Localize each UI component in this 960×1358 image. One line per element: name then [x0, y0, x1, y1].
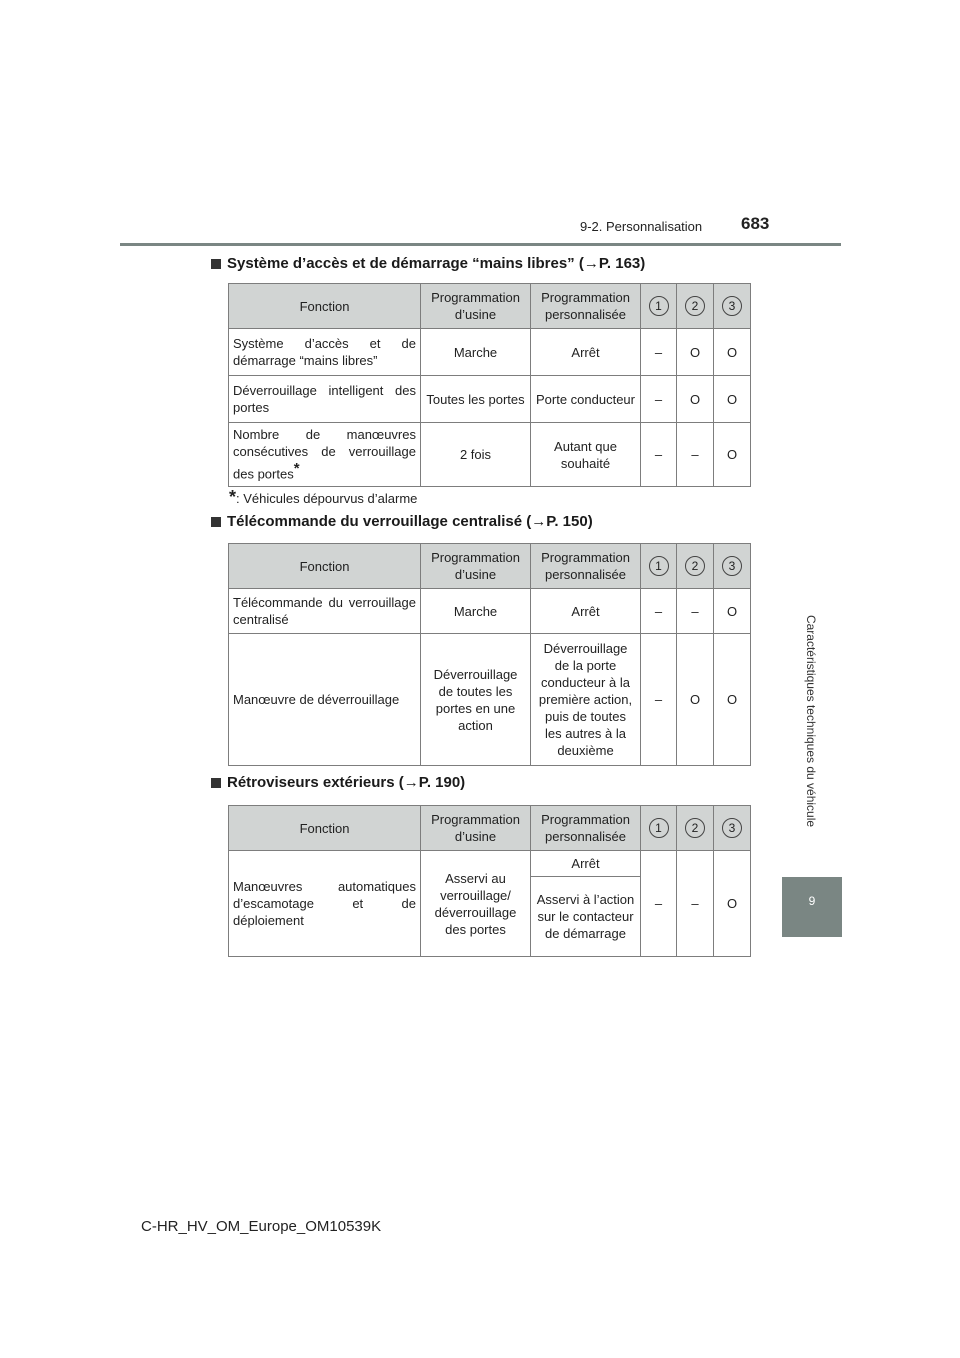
section-heading-keyless: [211, 255, 645, 272]
number-3-icon: 3: [722, 556, 742, 576]
cell-c2: O: [677, 376, 714, 423]
cell-fonction: [229, 423, 421, 487]
cell-fonction-text: Nombre de manœuvres consécutives de verrouillage des portes: [233, 427, 416, 482]
cell-fonction: Télécommande du verrouillage centralisé: [229, 589, 421, 634]
cell-c1: –: [641, 376, 677, 423]
table-row: [229, 376, 751, 423]
number-2-icon: 2: [685, 556, 705, 576]
cell-c1: –: [641, 589, 677, 634]
table-row: [229, 589, 751, 634]
cell-factory: Asservi au verrouillage/ déverrouillage des portes: [421, 851, 531, 957]
header-fonction: Fonction: [229, 806, 421, 851]
section-heading-remote: [211, 513, 593, 530]
table-mirrors: [228, 805, 751, 957]
cell-custom: Autant que souhaité: [531, 423, 641, 487]
document-code: C-HR_HV_OM_Europe_OM10539K: [141, 1218, 382, 1235]
header-custom: Programmation personnalisée: [531, 806, 641, 851]
header-section-title: 9-2. Personnalisation: [580, 219, 703, 234]
cell-fonction: Déverrouillage intelligent des portes: [229, 376, 421, 423]
table-keyless: [228, 283, 751, 487]
number-1-icon: 1: [649, 818, 669, 838]
section-bullet-icon: [211, 778, 221, 788]
footnote-mark: *: [293, 460, 300, 478]
header-factory: Programmation d’usine: [421, 284, 531, 329]
cell-c3: O: [714, 423, 751, 487]
cell-custom-option-1: Arrêt: [531, 851, 641, 877]
header-factory: Programmation d’usine: [421, 544, 531, 589]
number-1-icon: 1: [649, 296, 669, 316]
number-1-icon: 1: [649, 556, 669, 576]
cell-factory: Déverrouillage de toutes les portes en une action: [421, 634, 531, 766]
cell-fonction: Manœuvre de déverrouillage: [229, 634, 421, 766]
cell-c3: O: [714, 634, 751, 766]
cell-custom: Arrêt: [531, 329, 641, 376]
section-bullet-icon: [211, 517, 221, 527]
header-custom: Programmation personnalisée: [531, 544, 641, 589]
table-row: [229, 634, 751, 766]
section-bullet-icon: [211, 259, 221, 269]
cell-factory: Toutes les portes: [421, 376, 531, 423]
cell-c1: –: [641, 634, 677, 766]
cell-custom-option-2: Asservi à l’action sur le contacteur de démarrage: [531, 877, 641, 957]
cell-c2: –: [677, 851, 714, 957]
table-header-row: [229, 284, 751, 329]
table-header-row: [229, 806, 751, 851]
cell-fonction: Système d’accès et de démarrage “mains libres”: [229, 329, 421, 376]
cell-c3: O: [714, 376, 751, 423]
table-header-row: [229, 544, 751, 589]
cell-c2: O: [677, 634, 714, 766]
cell-custom: Arrêt: [531, 589, 641, 634]
cell-fonction: Manœuvres automatiques d’escamotage et de déploiement: [229, 851, 421, 957]
cell-c1: –: [641, 329, 677, 376]
cell-custom: Déverrouillage de la porte conducteur à la première action, puis de toutes les autres à la deuxième: [531, 634, 641, 766]
cell-factory: 2 fois: [421, 423, 531, 487]
header-rule: [120, 243, 841, 246]
table-row: [229, 329, 751, 376]
cell-c2: –: [677, 589, 714, 634]
section-heading-mirrors: [211, 774, 465, 791]
section-title: Système d’accès et de démarrage “mains libres” (→P. 163): [227, 255, 646, 272]
header-fonction: Fonction: [229, 544, 421, 589]
cell-factory: Marche: [421, 589, 531, 634]
cell-c2: –: [677, 423, 714, 487]
chapter-sidebar-title: [781, 586, 841, 856]
cell-factory: Marche: [421, 329, 531, 376]
header-fonction: Fonction: [229, 284, 421, 329]
cell-c2: O: [677, 329, 714, 376]
section-title: Rétroviseurs extérieurs (→P. 190): [227, 774, 466, 791]
footnote-text: : Véhicules dépourvus d’alarme: [236, 491, 418, 506]
cell-c1: –: [641, 423, 677, 487]
table-row: [229, 851, 751, 877]
chapter-title: Caractéristiques techniques du véhicule: [804, 614, 818, 828]
number-2-icon: 2: [685, 818, 705, 838]
number-3-icon: 3: [722, 818, 742, 838]
cell-c1: –: [641, 851, 677, 957]
footnote: [229, 487, 417, 508]
number-2-icon: 2: [685, 296, 705, 316]
section-title: Télécommande du verrouillage centralisé (→P. 150): [227, 513, 593, 530]
number-3-icon: 3: [722, 296, 742, 316]
footnote-star: *: [229, 487, 237, 507]
cell-c3: O: [714, 329, 751, 376]
cell-custom: Porte conducteur: [531, 376, 641, 423]
cell-c3: O: [714, 851, 751, 957]
header-custom: Programmation personnalisée: [531, 284, 641, 329]
chapter-tab: 9: [782, 877, 842, 937]
page-number: 683: [741, 214, 770, 233]
table-remote: [228, 543, 751, 766]
header-factory: Programmation d’usine: [421, 806, 531, 851]
table-row: [229, 423, 751, 487]
cell-c3: O: [714, 589, 751, 634]
